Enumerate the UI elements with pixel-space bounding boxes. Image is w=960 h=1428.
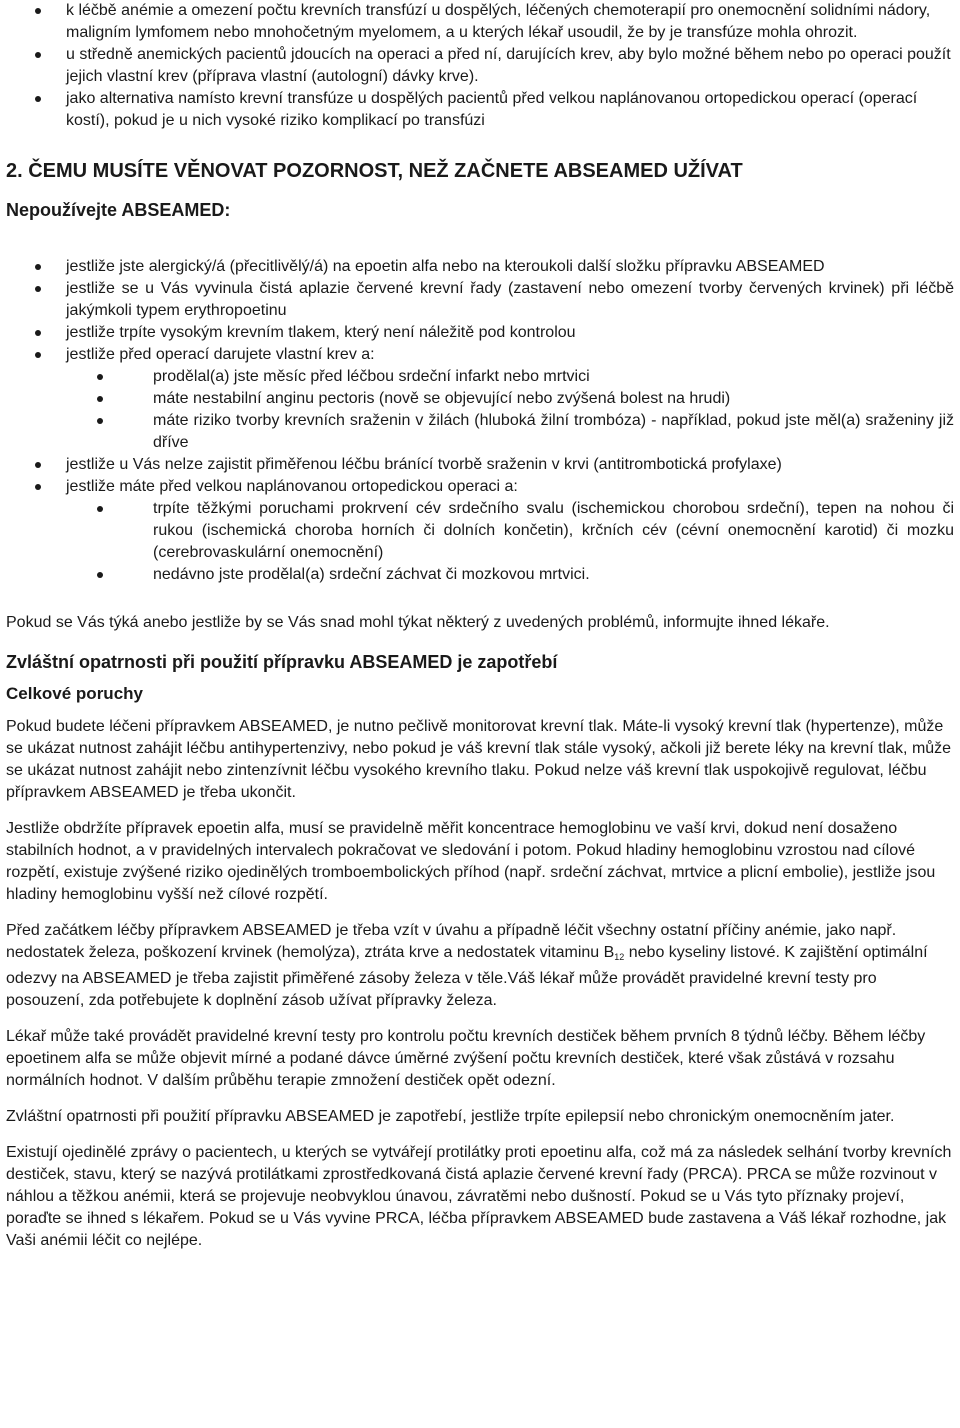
paragraph-platelets: Lékař může také provádět pravidelné krevní testy pro kontrolu počtu krevních destiček během prvních 8 týdnů léčby. Během léčby epoetinem alfa se může objevit mírné a podané dávce úměrné zvýšení počtu krevních destiček, které však zůstává v rozsahu normálních hodnot. V dalším průběhu terapie zmnožení destiček opět odezní. [6,1028,926,1089]
list-item [6,44,954,88]
list-item [6,0,954,44]
donate-sub-list [6,366,954,454]
paragraph-prca: Existují ojedinělé zprávy o pacientech, u kterých se vytvářejí protilátky proti epoetinu alfa, což má za následek selhání tvorby krevních destiček, stavu, který se nazývá protilátkami zprostředkovaná čistá aplazie červené krevní řady (PRCA). PRCA se může rozvinout v náhlou a těžkou anémii, která se projevuje neobvyklou únavou, závratěmi nebo dušností. Pokud se u Vás tyto příznaky projeví, poraďte se ihned s lékařem. Pokud se u Vás vyvine PRCA, léčba přípravkem ABSEAMED bude zastavena a Váš lékař rozhodne, jak Vaši anémii léčit co nejlépe. [6,1144,952,1249]
sub-list-item [6,388,954,410]
list-item [6,322,954,344]
list-item [6,278,954,322]
do-not-use-list-cont [6,454,954,498]
paragraph-hemoglobin: Jestliže obdržíte přípravek epoetin alfa, musí se pravidelně měřit koncentrace hemoglobinu ve vaší krvi, dokud není dosaženo stabilních hodnot, a v pravidelných intervalech pokračovat ve sledování i potom. Pokud hladiny hemoglobinu vzrostou nad cílové rozpětí, existuje zvýšené riziko ojedinělých tromboembolických příhod (např. srdeční záchvat, mrtvice a plicní embolie), jestliže jsou hladiny hemoglobinu vyšší než cílové rozpětí. [6,820,936,903]
sub-list-item [6,498,954,564]
sub-list-item-text: prodělal(a) jste měsíc před léčbou srdeční infarkt nebo mrtvici [153,368,590,385]
list-item-text: jestliže u Vás nelze zajistit přiměřenou léčbu bránící tvorbě sraženin v krvi (antitrombotická profylaxe) [66,456,782,473]
paragraph-other-causes [6,920,954,1012]
sub-list-item-text: máte nestabilní anginu pectoris (nově se objevující nebo zvýšená bolest na hrudi) [153,390,731,407]
do-not-use-list [6,256,954,366]
list-item [6,454,954,476]
list-item [6,256,954,278]
list-item-text: jestliže trpíte vysokým krevním tlakem, který není náležitě pod kontrolou [66,324,576,341]
sub-list-item [6,410,954,454]
paragraph-epilepsy: Zvláštní opatrnosti při použití přípravku ABSEAMED je zapotřebí, jestliže trpíte epilepsií nebo chronickým onemocněním jater. [6,1108,895,1125]
list-item-text: jestliže před operací darujete vlastní krev a: [66,346,375,363]
list-item [6,88,954,132]
indication-list [6,0,954,132]
inform-doctor-text: Pokud se Vás týká anebo jestliže by se Vás snad mohl týkat některý z uvedených problémů, informujte ihned lékaře. [6,614,830,631]
list-item-text: k léčbě anémie a omezení počtu krevních transfúzí u dospělých, léčených chemoterapií pro onemocnění solidními nádory, maligním lymfomem nebo mnohočetným myelomem, a u kterých lékař usoudil, že by je transfúze mohla ohrozit. [66,2,931,41]
sub-list-item [6,366,954,388]
surgery-sub-list [6,498,954,586]
precautions-heading: Zvláštní opatrnosti při použití přípravku ABSEAMED je zapotřebí [6,652,558,672]
general-disorders-heading: Celkové poruchy [6,684,143,703]
list-item-text: jestliže máte před velkou naplánovanou ortopedickou operaci a: [66,478,518,495]
sub-list-item-text: trpíte těžkými poruchami prokrvení cév srdečního svalu (ischemickou chorobou srdeční), tepen na nohou či rukou (ischemická choroba horních či dolních končetin), krčních cév (cévní onemocnění karotid) či mozku (cerebrovaskulární onemocnění) [153,500,954,561]
list-item-text: u středně anemických pacientů jdoucích na operaci a před ní, darujících krev, aby bylo možné během nebo po operaci použít jejich vlastní krev (příprava vlastní (autologní) dávky krve). [66,46,951,85]
sub-list-item-text: nedávno jste prodělal(a) srdeční záchvat či mozkovou mrtvici. [153,566,590,583]
sub-list-item-text: máte riziko tvorby krevních sraženin v žilách (hluboká žilní trombóza) - například, pokud jste měl(a) sraženiny již dříve [153,412,954,451]
list-item-text: jestliže se u Vás vyvinula čistá aplazie červené krevní řady (zastavení nebo omezení tvorby červených krvinek) při léčbě jakýmkoli typem erythropoetinu [66,280,954,319]
paragraph-blood-pressure: Pokud budete léčeni přípravkem ABSEAMED, je nutno pečlivě monitorovat krevní tlak. Máte-li vysoký krevní tlak (hypertenze), může se ukázat nutnost zahájit léčbu antihypertenzivy, nebo pokud je váš krevní tlak stále vysoký, ačkoli již berete léky na krevní tlak, může se ukázat nutnost zahájit nebo zintenzívnit léčbu vysokého krevního tlaku. Pokud nelze váš krevní tlak uspokojivě regulovat, léčbu přípravkem ABSEAMED je třeba ukončit. [6,718,952,801]
section-title: 2. ČEMU MUSÍTE VĚNOVAT POZORNOST, NEŽ ZAČNETE ABSEAMED UŽÍVAT [6,160,743,182]
paragraph-other-causes-a: Před začátkem léčby přípravkem ABSEAMED je třeba vzít v úvahu a případně léčit všechny ostatní příčiny anémie, jako např. nedostatek železa, poškození krvinek (hemolýza), ztráta krve a nedostatek vitaminu B [6,922,897,961]
list-item [6,344,954,366]
do-not-use-heading: Nepoužívejte ABSEAMED: [6,200,231,220]
list-item-text: jestliže jste alergický/á (přecitlivělý/á) na epoetin alfa nebo na kteroukoli další složku přípravku ABSEAMED [66,258,825,275]
vitamin-subscript: 12 [614,952,625,962]
list-item-text: jako alternativa namísto krevní transfúze u dospělých pacientů před velkou naplánovanou ortopedickou operací (operací kostí), pokud je u nich vysoké riziko komplikací po transfúzi [66,90,918,129]
sub-list-item [6,564,954,586]
list-item [6,476,954,498]
paragraph-other-causes-b: nebo kyseliny listové. K zajištění optimální odezvy na ABSEAMED je třeba zajistit přiměřené zásoby železa v těle.Váš lékař může provádět pravidelné krevní testy pro posouzení, zda potřebujete k doplnění zásob užívat přípravky železa. [6,944,928,1009]
